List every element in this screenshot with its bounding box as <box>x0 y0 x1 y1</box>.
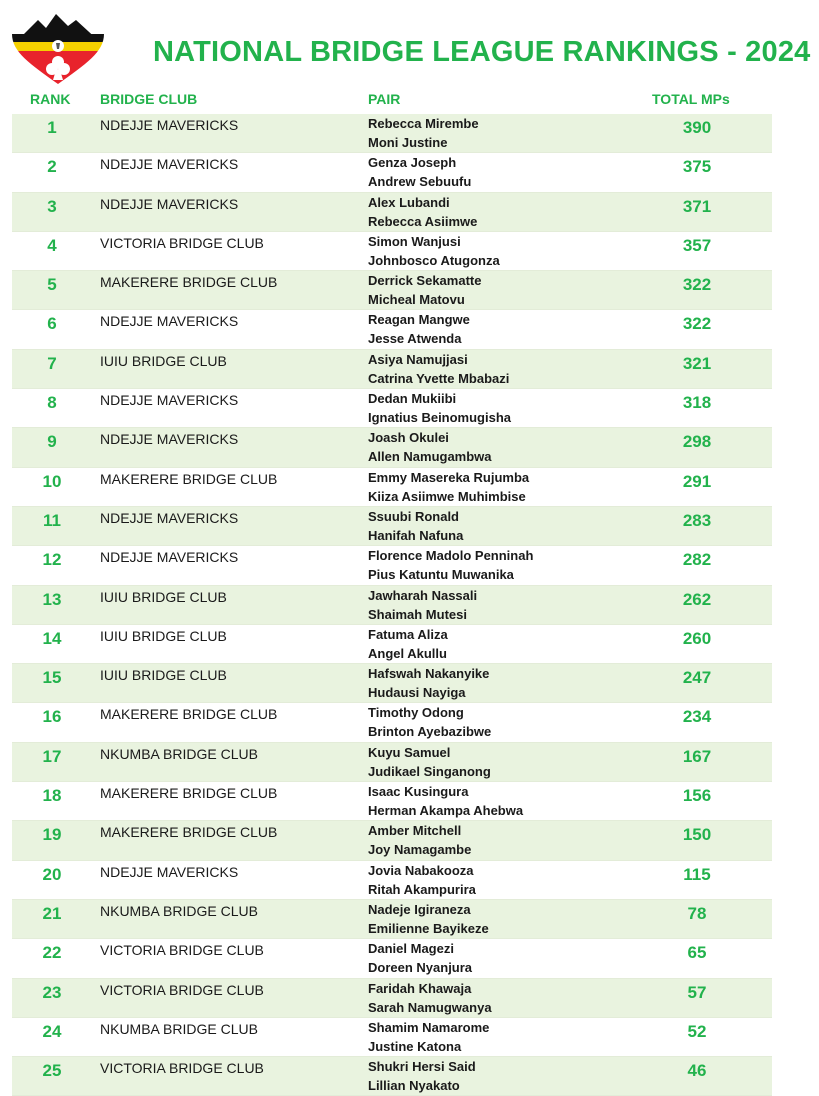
rank-cell: 23 <box>42 982 62 1002</box>
club-cell: VICTORIA BRIDGE CLUB <box>100 1060 264 1077</box>
pair-player-2: Pius Katuntu Muwanika <box>368 567 514 583</box>
rank-cell: 3 <box>47 196 57 216</box>
header-club: BRIDGE CLUB <box>100 91 198 107</box>
total-mps-cell: 65 <box>687 943 707 963</box>
table-row <box>12 114 772 153</box>
total-mps-cell: 260 <box>682 628 712 648</box>
rank-cell: 8 <box>47 393 57 413</box>
header-total-mps: TOTAL MPs <box>652 91 730 107</box>
club-cell: NDEJJE MAVERICKS <box>100 392 239 409</box>
pair-player-1: Simon Wanjusi <box>368 233 461 249</box>
table-row <box>12 664 772 703</box>
rankings-table <box>12 114 772 1096</box>
pair-player-2: Jesse Atwenda <box>368 331 462 347</box>
pair-player-2: Angel Akullu <box>368 645 447 661</box>
total-mps-cell: 46 <box>687 1061 707 1081</box>
pair-player-1: Jovia Nabakooza <box>368 862 474 878</box>
rank-cell: 4 <box>47 235 57 255</box>
total-mps-cell: 57 <box>687 982 707 1002</box>
pair-player-1: Florence Madolo Penninah <box>368 548 534 564</box>
rank-cell: 6 <box>47 314 57 334</box>
rank-cell: 7 <box>47 353 57 373</box>
table-row <box>12 507 772 546</box>
club-cell: MAKERERE BRIDGE CLUB <box>100 274 278 291</box>
total-mps-cell: 234 <box>682 707 712 727</box>
pair-player-1: Dedan Mukiibi <box>368 391 457 407</box>
rank-cell: 20 <box>42 864 62 884</box>
table-header <box>12 91 772 113</box>
pair-player-1: Timothy Odong <box>368 705 464 721</box>
pair-player-1: Fatuma Aliza <box>368 626 448 642</box>
pair-player-1: Reagan Mangwe <box>368 312 470 328</box>
pair-player-1: Ssuubi Ronald <box>368 508 459 524</box>
club-cell: NDEJJE MAVERICKS <box>100 509 239 526</box>
total-mps-cell: 78 <box>687 903 707 923</box>
table-row <box>12 546 772 585</box>
pair-player-2: Herman Akampa Ahebwa <box>368 803 524 819</box>
club-cell: NDEJJE MAVERICKS <box>100 863 239 880</box>
club-cell: VICTORIA BRIDGE CLUB <box>100 942 264 959</box>
club-cell: IUIU BRIDGE CLUB <box>100 627 227 644</box>
pair-player-2: Allen Namugambwa <box>368 449 492 465</box>
pair-player-2: Johnbosco Atugonza <box>368 252 500 268</box>
table-row <box>12 389 772 428</box>
rank-cell: 5 <box>47 275 57 295</box>
page-title: NATIONAL BRIDGE LEAGUE RANKINGS - 2024 <box>153 36 811 68</box>
club-cell: NDEJJE MAVERICKS <box>100 117 239 133</box>
pair-player-2: Catrina Yvette Mbabazi <box>368 370 510 386</box>
total-mps-cell: 321 <box>682 353 712 373</box>
table-row <box>12 939 772 978</box>
pair-player-2: Shaimah Mutesi <box>368 606 467 622</box>
rank-cell: 15 <box>42 668 62 688</box>
header-rank: RANK <box>30 91 71 107</box>
pair-player-2: Moni Justine <box>368 135 448 150</box>
pair-player-1: Nadeje Igiraneza <box>368 901 471 917</box>
table-row <box>12 625 772 664</box>
table-row <box>12 350 772 389</box>
pair-player-2: Ignatius Beinomugisha <box>368 410 512 426</box>
pair-player-1: Kuyu Samuel <box>368 744 451 760</box>
pair-player-2: Micheal Matovu <box>368 292 465 308</box>
club-cell: NDEJJE MAVERICKS <box>100 156 239 173</box>
club-cell: IUIU BRIDGE CLUB <box>100 667 227 684</box>
total-mps-cell: 156 <box>682 786 712 806</box>
rank-cell: 9 <box>47 432 57 452</box>
total-mps-cell: 283 <box>682 510 712 530</box>
club-cell: MAKERERE BRIDGE CLUB <box>100 785 278 802</box>
total-mps-cell: 247 <box>682 668 712 688</box>
pair-player-2: Hanifah Nafuna <box>368 527 464 543</box>
club-cell: NKUMBA BRIDGE CLUB <box>100 1020 258 1037</box>
pair-player-1: Emmy Masereka Rujumba <box>368 469 530 485</box>
club-cell: NKUMBA BRIDGE CLUB <box>100 902 258 919</box>
rank-cell: 10 <box>42 471 62 491</box>
pair-player-2: Brinton Ayebazibwe <box>368 724 492 740</box>
total-mps-cell: 371 <box>682 196 712 216</box>
pair-player-2: Doreen Nyanjura <box>368 960 473 976</box>
total-mps-cell: 115 <box>683 864 711 884</box>
rank-cell: 17 <box>42 746 62 766</box>
table-row <box>12 271 772 310</box>
club-cell: MAKERERE BRIDGE CLUB <box>100 470 278 487</box>
table-row <box>12 900 772 939</box>
rank-cell: 13 <box>42 589 62 609</box>
pair-player-2: Kiiza Asiimwe Muhimbise <box>368 488 526 504</box>
club-cell: MAKERERE BRIDGE CLUB <box>100 706 278 723</box>
pair-player-1: Faridah Khawaja <box>368 980 472 996</box>
pair-player-1: Asiya Namujjasi <box>368 351 468 367</box>
pair-player-1: Joash Okulei <box>368 430 449 446</box>
rank-cell: 22 <box>42 943 62 963</box>
club-cell: IUIU BRIDGE CLUB <box>100 352 227 369</box>
pair-player-2: Joy Namagambe <box>368 842 472 858</box>
club-cell: NDEJJE MAVERICKS <box>100 195 239 212</box>
pair-player-1: Shamim Namarome <box>368 1019 490 1035</box>
pair-player-1: Alex Lubandi <box>368 194 450 210</box>
total-mps-cell: 318 <box>682 393 712 413</box>
pair-player-2: Sarah Namugwanya <box>368 999 492 1015</box>
rank-cell: 11 <box>43 510 61 530</box>
table-row <box>12 193 772 232</box>
uganda-bridge-logo-icon <box>10 12 106 88</box>
total-mps-cell: 167 <box>682 746 712 766</box>
table-row <box>12 703 772 742</box>
pair-player-1: Rebecca Mirembe <box>368 116 479 131</box>
club-cell: IUIU BRIDGE CLUB <box>100 588 227 605</box>
total-mps-cell: 262 <box>682 589 712 609</box>
total-mps-cell: 150 <box>682 825 712 845</box>
rank-cell: 12 <box>42 550 62 570</box>
pair-player-1: Isaac Kusingura <box>368 784 469 800</box>
rank-cell: 25 <box>42 1061 62 1081</box>
club-cell: NKUMBA BRIDGE CLUB <box>100 745 258 762</box>
rank-cell: 24 <box>42 1021 62 1041</box>
total-mps-cell: 52 <box>687 1021 707 1041</box>
club-cell: NDEJJE MAVERICKS <box>100 313 239 330</box>
pair-player-1: Shukri Hersi Said <box>368 1059 476 1075</box>
pair-player-2: Emilienne Bayikeze <box>368 920 489 936</box>
table-row <box>12 310 772 349</box>
rank-cell: 21 <box>42 903 62 923</box>
table-row <box>12 468 772 507</box>
pair-player-2: Judikael Singanong <box>368 763 491 779</box>
total-mps-cell: 322 <box>682 275 712 295</box>
club-cell: VICTORIA BRIDGE CLUB <box>100 234 264 251</box>
table-row <box>12 428 772 467</box>
total-mps-cell: 298 <box>682 432 712 452</box>
club-cell: NDEJJE MAVERICKS <box>100 431 239 448</box>
rank-cell: 16 <box>42 707 62 727</box>
pair-player-2: Hudausi Nayiga <box>368 685 466 701</box>
total-mps-cell: 291 <box>682 471 712 491</box>
table-row <box>12 743 772 782</box>
table-row <box>12 1018 772 1057</box>
total-mps-cell: 390 <box>682 118 712 137</box>
table-row <box>12 821 772 860</box>
table-row <box>12 153 772 192</box>
pair-player-1: Amber Mitchell <box>368 823 462 839</box>
total-mps-cell: 322 <box>682 314 712 334</box>
pair-player-2: Justine Katona <box>368 1038 462 1054</box>
rank-cell: 19 <box>42 825 62 845</box>
club-cell: NDEJJE MAVERICKS <box>100 549 239 566</box>
table-row <box>12 232 772 271</box>
pair-player-1: Daniel Magezi <box>368 941 454 957</box>
header-pair: PAIR <box>368 91 401 107</box>
pair-player-1: Derrick Sekamatte <box>368 273 482 289</box>
pair-player-1: Genza Joseph <box>368 155 457 171</box>
club-cell: MAKERERE BRIDGE CLUB <box>100 824 278 841</box>
pair-player-1: Jawharah Nassali <box>368 587 478 603</box>
table-row <box>12 861 772 900</box>
rank-cell: 1 <box>47 118 57 137</box>
pair-player-2: Andrew Sebuufu <box>368 174 472 190</box>
table-row <box>12 586 772 625</box>
pair-player-1: Hafswah Nakanyike <box>368 666 490 682</box>
pair-player-2: Ritah Akampurira <box>368 881 476 897</box>
club-cell: VICTORIA BRIDGE CLUB <box>100 981 264 998</box>
pair-player-2: Rebecca Asiimwe <box>368 213 478 229</box>
rank-cell: 2 <box>47 157 57 177</box>
rank-cell: 18 <box>42 786 62 806</box>
total-mps-cell: 357 <box>682 235 712 255</box>
pair-player-2: Lillian Nyakato <box>368 1078 460 1094</box>
total-mps-cell: 375 <box>682 157 712 177</box>
rank-cell: 14 <box>42 628 62 648</box>
table-row <box>12 782 772 821</box>
table-row <box>12 1057 772 1096</box>
total-mps-cell: 282 <box>682 550 712 570</box>
table-row <box>12 979 772 1018</box>
